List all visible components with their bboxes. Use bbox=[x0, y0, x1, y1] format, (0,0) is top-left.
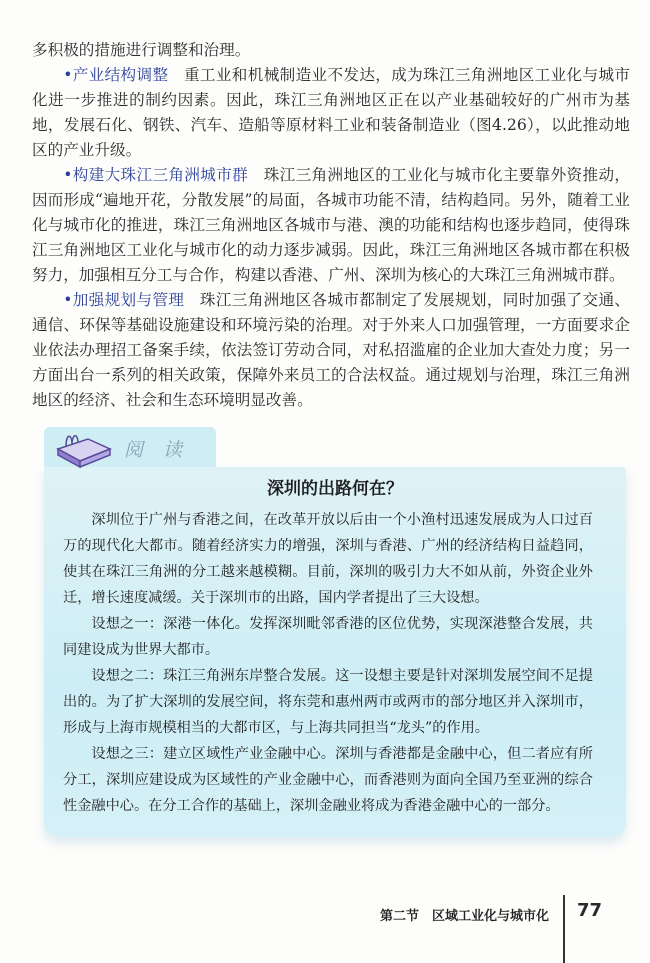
footer-section-title: 第二节 区域工业化与城市化 bbox=[380, 909, 550, 924]
main-text bbox=[32, 38, 630, 413]
section-text: 珠江三角洲地区的工业化与城市化主要靠外资推动，因而形成“遍地开花，分散发展”的局面，各城市功能不清，结构趋同。另外，随着工业化与城市化的推进，珠江三角洲地区各城市与港、澳的功能和结构也逐步趋同，使得珠江三角洲地区工业化与城市化的动力逐步减弱。因此，珠江三角洲地区各城市都在积极努力，加强相互分工与合作，构建以香港、广州、深圳为核心的大珠江三角洲城市群。 bbox=[32, 166, 630, 284]
reading-tab-label: 阅读 bbox=[124, 439, 203, 461]
page-column bbox=[0, 38, 650, 837]
section-industry-structure bbox=[32, 63, 630, 163]
section-keyword: 产业结构调整 bbox=[72, 66, 169, 84]
reading-paragraph: 设想之一：深港一体化。发挥深圳毗邻香港的区位优势，实现深港整合发展，共同建设成为世界大都市。 bbox=[63, 616, 593, 658]
reading-paragraph: 设想之三：建立区域性产业金融中心。深圳与香港都是金融中心，但二者应有所分工，深圳应建设成为区域性的产业金融中心，而香港则为面向全国乃至亚洲的综合性金融中心。在分工合作的基础上，深圳金融业将成为香港金融中心的一部分。 bbox=[63, 746, 593, 814]
section-text: 重工业和机械制造业不发达，成为珠江三角洲地区工业化与城市化进一步推进的制约因素。因此，珠江三角洲地区正在以产业基础较好的广州市为基地，发展石化、钢铁、汽车、造船等原材料工业和装备制造业（图4.26），以此推动地区的产业升级。 bbox=[32, 66, 630, 159]
reading-paragraph: 设想之二：珠江三角洲东岸整合发展。这一设想主要是针对深圳发展空间不足提出的。为了扩大深圳的发展空间，将东莞和惠州两市或两市的部分地区并入深圳市，形成与上海市规模相当的大都市区，与上海共同担当“龙头”的作用。 bbox=[63, 668, 593, 736]
footer-divider bbox=[563, 895, 565, 963]
reading-body bbox=[63, 507, 593, 819]
bullet-icon: • bbox=[63, 66, 73, 84]
reading-section bbox=[44, 427, 626, 837]
bullet-icon: • bbox=[63, 166, 73, 184]
section-keyword: 加强规划与管理 bbox=[72, 291, 185, 309]
section-keyword: 构建大珠江三角洲城市群 bbox=[72, 166, 249, 184]
reading-box bbox=[44, 467, 626, 837]
section-city-cluster bbox=[32, 163, 630, 288]
page-number: 77 bbox=[577, 900, 603, 921]
bullet-icon: • bbox=[63, 291, 73, 309]
book-icon bbox=[54, 429, 114, 469]
reading-paragraph: 深圳位于广州与香港之间，在改革开放以后由一个小渔村迅速发展成为人口过百万的现代化大都市。随着经济实力的增强，深圳与香港、广州的经济结构日益趋同，使其在珠江三角洲的分工越来越模糊。目前，深圳的吸引力大不如从前，外资企业外迁，增长速度减缓。关于深圳市的出路，国内学者提出了三大设想。 bbox=[63, 512, 593, 606]
section-text: 珠江三角洲地区各城市都制定了发展规划，同时加强了交通、通信、环保等基础设施建设和环境污染的治理。对于外来人口加强管理，一方面要求企业依法办理招工备案手续，依法签订劳动合同，对私招滥雇的企业加大查处力度；另一方面出台一系列的相关政策，保障外来员工的合法权益。通过规划与治理，珠江三角洲地区的经济、社会和生态环境明显改善。 bbox=[32, 291, 630, 409]
reading-title: 深圳的出路何在？ bbox=[267, 479, 403, 499]
reading-tab-row bbox=[44, 427, 626, 467]
section-planning bbox=[32, 288, 630, 413]
intro-paragraph: 多积极的措施进行调整和治理。 bbox=[32, 41, 251, 59]
